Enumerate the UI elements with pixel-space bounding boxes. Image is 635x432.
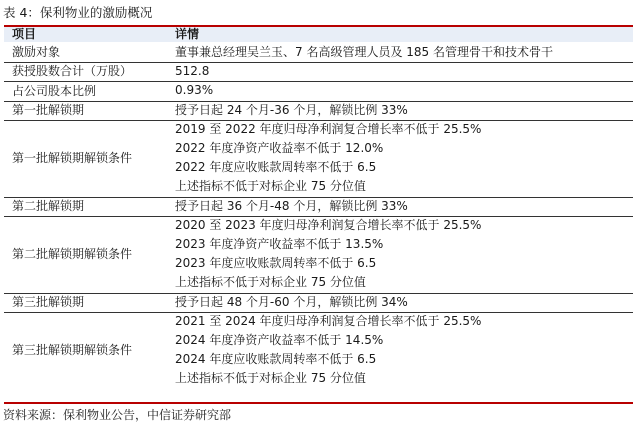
row-label: 激励对象 (12, 45, 61, 60)
row-label: 第一批解锁期 (12, 102, 85, 117)
table-caption: 表 4：保利物业的激励概况 (3, 5, 153, 20)
header-item: 项目 (12, 27, 37, 41)
row-label: 第一批解锁期解锁条件 (12, 150, 133, 165)
row-detail-line: 授予日起 36 个月-48 个月，解锁比例 33% (175, 198, 408, 213)
row-detail-line: 2019 至 2022 年度归母净利润复合增长率不低于 25.5% (175, 121, 482, 136)
row-label: 第二批解锁期解锁条件 (12, 246, 133, 261)
row-detail-line: 授予日起 24 个月-36 个月，解锁比例 33% (175, 102, 408, 117)
row-detail-line: 2023 年度净资产收益率不低于 13.5% (175, 237, 384, 251)
bottom-rule (4, 402, 633, 404)
header-detail: 详情 (175, 27, 200, 41)
row-detail-line: 512.8 (175, 64, 210, 79)
row-label: 第三批解锁期解锁条件 (12, 342, 133, 357)
row-detail-line: 授予日起 48 个月-60 个月，解锁比例 34% (175, 294, 408, 309)
row-detail-line: 2024 年度净资产收益率不低于 14.5% (175, 333, 384, 347)
row-divider (4, 81, 633, 82)
row-label: 第二批解锁期 (12, 198, 85, 213)
row-detail-line: 上述指标不低于对标企业 75 分位值 (175, 275, 366, 290)
row-detail-line: 2021 至 2024 年度归母净利润复合增长率不低于 25.5% (175, 313, 482, 328)
row-detail-line: 0.93% (175, 83, 214, 98)
row-detail-line: 2024 年度应收账款周转率不低于 6.5 (175, 352, 377, 367)
row-detail-line: 2022 年度应收账款周转率不低于 6.5 (175, 160, 377, 175)
row-label: 获授股数合计（万股） (12, 64, 133, 79)
row-detail-line: 上述指标不低于对标企业 75 分位值 (175, 179, 366, 194)
row-label: 占公司股本比例 (12, 83, 97, 98)
row-detail-line: 2023 年度应收账款周转率不低于 6.5 (175, 256, 377, 271)
row-detail-line: 上述指标不低于对标企业 75 分位值 (175, 371, 366, 386)
row-detail-line: 董事兼总经理吴兰玉、7 名高级管理人员及 185 名管理骨干和技术骨干 (175, 45, 553, 59)
table-header-row (4, 27, 633, 42)
row-detail-line: 2022 年度净资产收益率不低于 12.0% (175, 141, 384, 155)
source-note: 资料来源：保利物业公告，中信证券研究部 (3, 408, 232, 422)
row-detail-line: 2020 至 2023 年度归母净利润复合增长率不低于 25.5% (175, 217, 482, 232)
row-label: 第三批解锁期 (12, 294, 85, 309)
